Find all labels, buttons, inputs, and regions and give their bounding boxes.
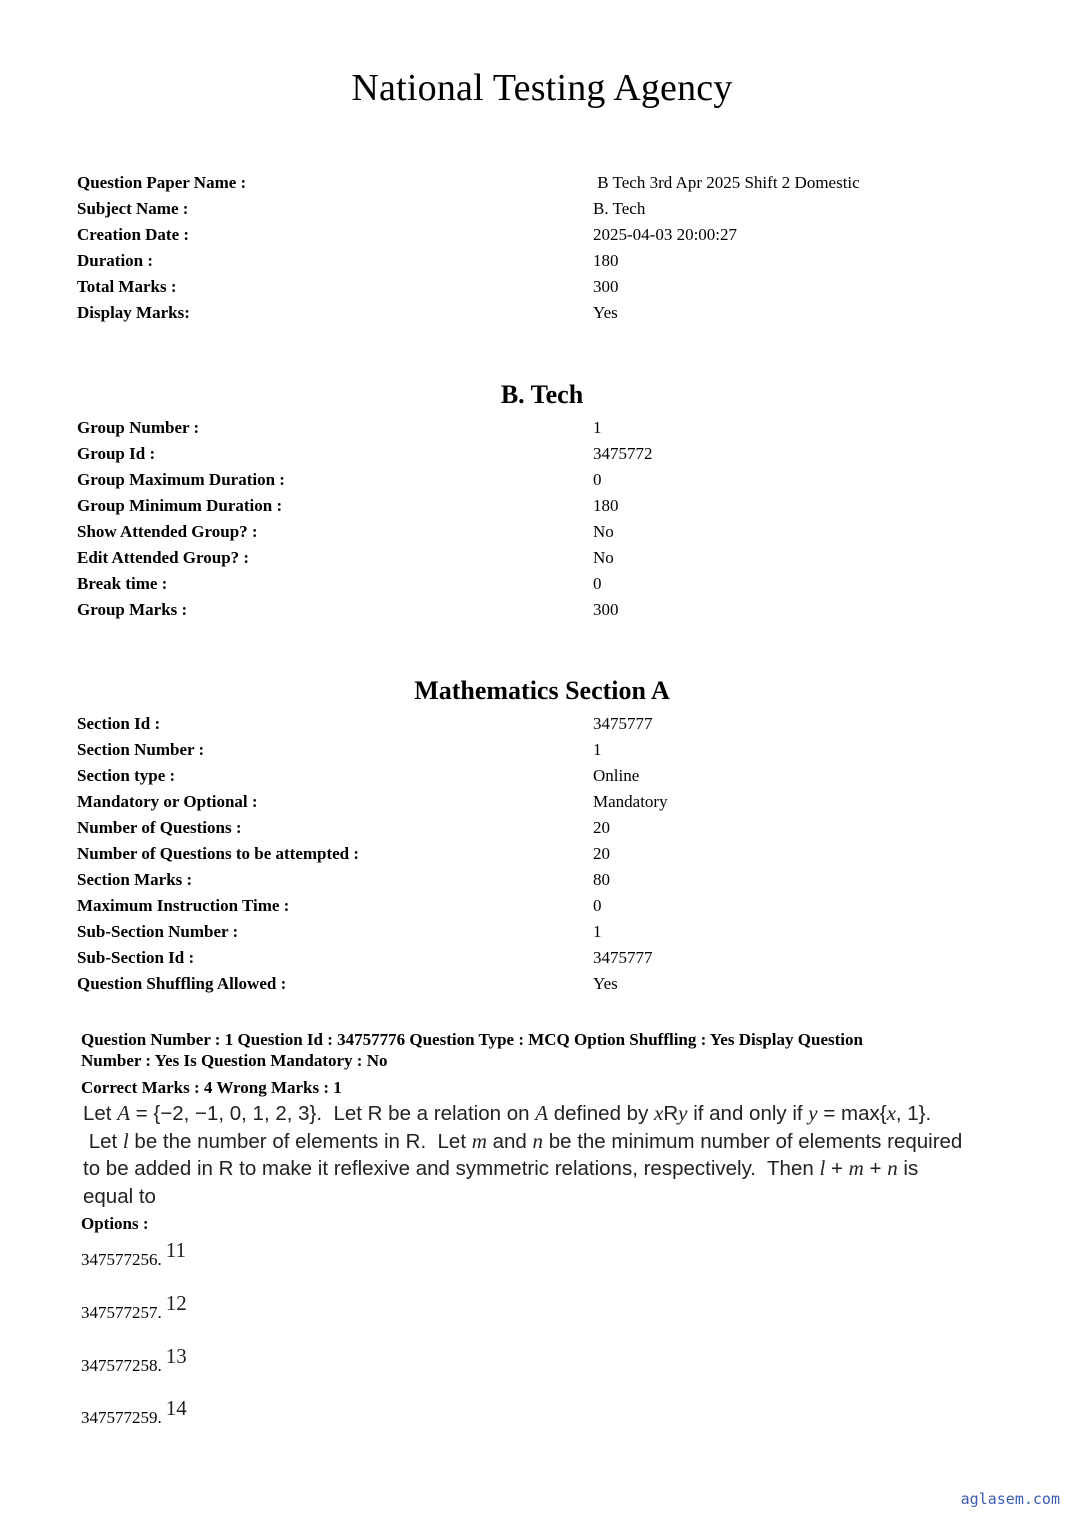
section-label: Question Shuffling Allowed :	[77, 974, 287, 993]
info-row	[77, 172, 1017, 198]
group-value: 180	[593, 496, 619, 515]
section-value: 1	[593, 740, 602, 759]
section-row	[77, 869, 1017, 895]
question-text	[83, 1100, 1023, 1210]
section-value: 3475777	[593, 948, 653, 967]
section-row	[77, 739, 1017, 765]
section-label: Mandatory or Optional :	[77, 792, 258, 811]
group-row	[77, 495, 1017, 521]
group-row	[77, 521, 1017, 547]
group-label: Group Maximum Duration :	[77, 470, 285, 489]
section-label: Number of Questions to be attempted :	[77, 844, 360, 863]
info-label: Total Marks :	[77, 277, 177, 296]
group-value: No	[593, 548, 614, 567]
info-row	[77, 302, 1017, 328]
paper-info	[77, 172, 1017, 328]
option-id: 347577257.	[81, 1303, 162, 1322]
option-item[interactable]	[81, 1238, 186, 1271]
question-meta-line: Question Number : 1 Question Id : 34757776 Question Type : MCQ Option Shuffling : Yes Display Question	[81, 1030, 863, 1049]
option-id: 347577256.	[81, 1250, 162, 1269]
group-value: 1	[593, 418, 602, 437]
section-row	[77, 765, 1017, 791]
group-label: Group Minimum Duration :	[77, 496, 283, 515]
question-line: to be added in R to make it reflexive and symmetric relations, respectively. Then l + m + n is	[83, 1156, 919, 1180]
group-row	[77, 547, 1017, 573]
section-value: 80	[593, 870, 610, 889]
question-marks: Correct Marks : 4 Wrong Marks : 1	[81, 1078, 342, 1097]
group-heading: B. Tech	[500, 380, 584, 409]
section-label: Section Id :	[77, 714, 161, 733]
group-info	[77, 417, 1017, 625]
section-row	[77, 947, 1017, 973]
section-value: 0	[593, 896, 602, 915]
group-label: Group Id :	[77, 444, 156, 463]
info-value: 180	[593, 251, 619, 270]
option-item[interactable]	[81, 1396, 187, 1429]
info-label: Question Paper Name :	[77, 173, 247, 192]
info-row	[77, 250, 1017, 276]
group-value: 0	[593, 574, 602, 593]
info-label: Subject Name :	[77, 199, 189, 218]
option-id: 347577258.	[81, 1356, 162, 1375]
section-value: Yes	[593, 974, 618, 993]
info-value: 2025-04-03 20:00:27	[593, 225, 738, 244]
question-line: Let l be the number of elements in R. Let m and n be the minimum number of elements required	[83, 1128, 963, 1153]
info-value: B Tech 3rd Apr 2025 Shift 2 Domestic	[593, 173, 860, 192]
section-value: 3475777	[593, 714, 653, 733]
info-value: B. Tech	[593, 199, 646, 218]
group-value: 300	[593, 600, 619, 619]
section-value: 1	[593, 922, 602, 941]
info-row	[77, 276, 1017, 302]
group-value: 3475772	[593, 444, 653, 463]
group-label: Edit Attended Group? :	[77, 548, 250, 567]
group-label: Group Number :	[77, 418, 200, 437]
footer-link[interactable]: aglasem.com	[960, 1490, 1060, 1508]
section-row	[77, 973, 1017, 999]
section-value: Online	[593, 766, 640, 785]
info-value: Yes	[593, 303, 618, 322]
section-heading: Mathematics Section A	[414, 676, 670, 705]
info-label: Display Marks:	[77, 303, 190, 322]
info-label: Duration :	[77, 251, 154, 270]
group-label: Group Marks :	[77, 600, 188, 619]
section-value: 20	[593, 844, 610, 863]
option-value: 12	[165, 1291, 187, 1315]
question-meta	[81, 1029, 981, 1071]
section-label: Section Marks :	[77, 870, 193, 889]
section-value: Mandatory	[593, 792, 668, 811]
group-row	[77, 417, 1017, 443]
option-item[interactable]	[81, 1291, 187, 1324]
group-label: Show Attended Group? :	[77, 522, 258, 541]
options-label: Options :	[81, 1214, 149, 1233]
group-row	[77, 573, 1017, 599]
section-label: Sub-Section Number :	[77, 922, 239, 941]
section-label: Number of Questions :	[77, 818, 242, 837]
group-value: 0	[593, 470, 602, 489]
question-line: equal to	[83, 1184, 156, 1208]
section-row	[77, 817, 1017, 843]
section-row	[77, 843, 1017, 869]
option-value: 13	[165, 1344, 187, 1368]
option-value: 14	[165, 1396, 187, 1420]
option-value: 11	[165, 1238, 186, 1262]
group-row	[77, 599, 1017, 625]
group-row	[77, 469, 1017, 495]
section-row	[77, 895, 1017, 921]
group-value: No	[593, 522, 614, 541]
section-info	[77, 713, 1017, 999]
info-value: 300	[593, 277, 619, 296]
group-row	[77, 443, 1017, 469]
info-row	[77, 224, 1017, 250]
info-label: Creation Date :	[77, 225, 190, 244]
section-label: Section type :	[77, 766, 176, 785]
section-label: Sub-Section Id :	[77, 948, 195, 967]
section-row	[77, 791, 1017, 817]
option-id: 347577259.	[81, 1408, 162, 1427]
question-meta-line: Number : Yes Is Question Mandatory : No	[81, 1051, 388, 1070]
section-row	[77, 713, 1017, 739]
option-item[interactable]	[81, 1344, 187, 1377]
info-row	[77, 198, 1017, 224]
page-title: National Testing Agency	[351, 67, 733, 109]
group-label: Break time :	[77, 574, 168, 593]
question-line: Let A = {−2, −1, 0, 1, 2, 3}. Let R be a relation on A defined by xRy if and only if y = max{x, 1}.	[83, 1101, 932, 1125]
section-value: 20	[593, 818, 610, 837]
section-label: Maximum Instruction Time :	[77, 896, 290, 915]
section-label: Section Number :	[77, 740, 205, 759]
section-row	[77, 921, 1017, 947]
